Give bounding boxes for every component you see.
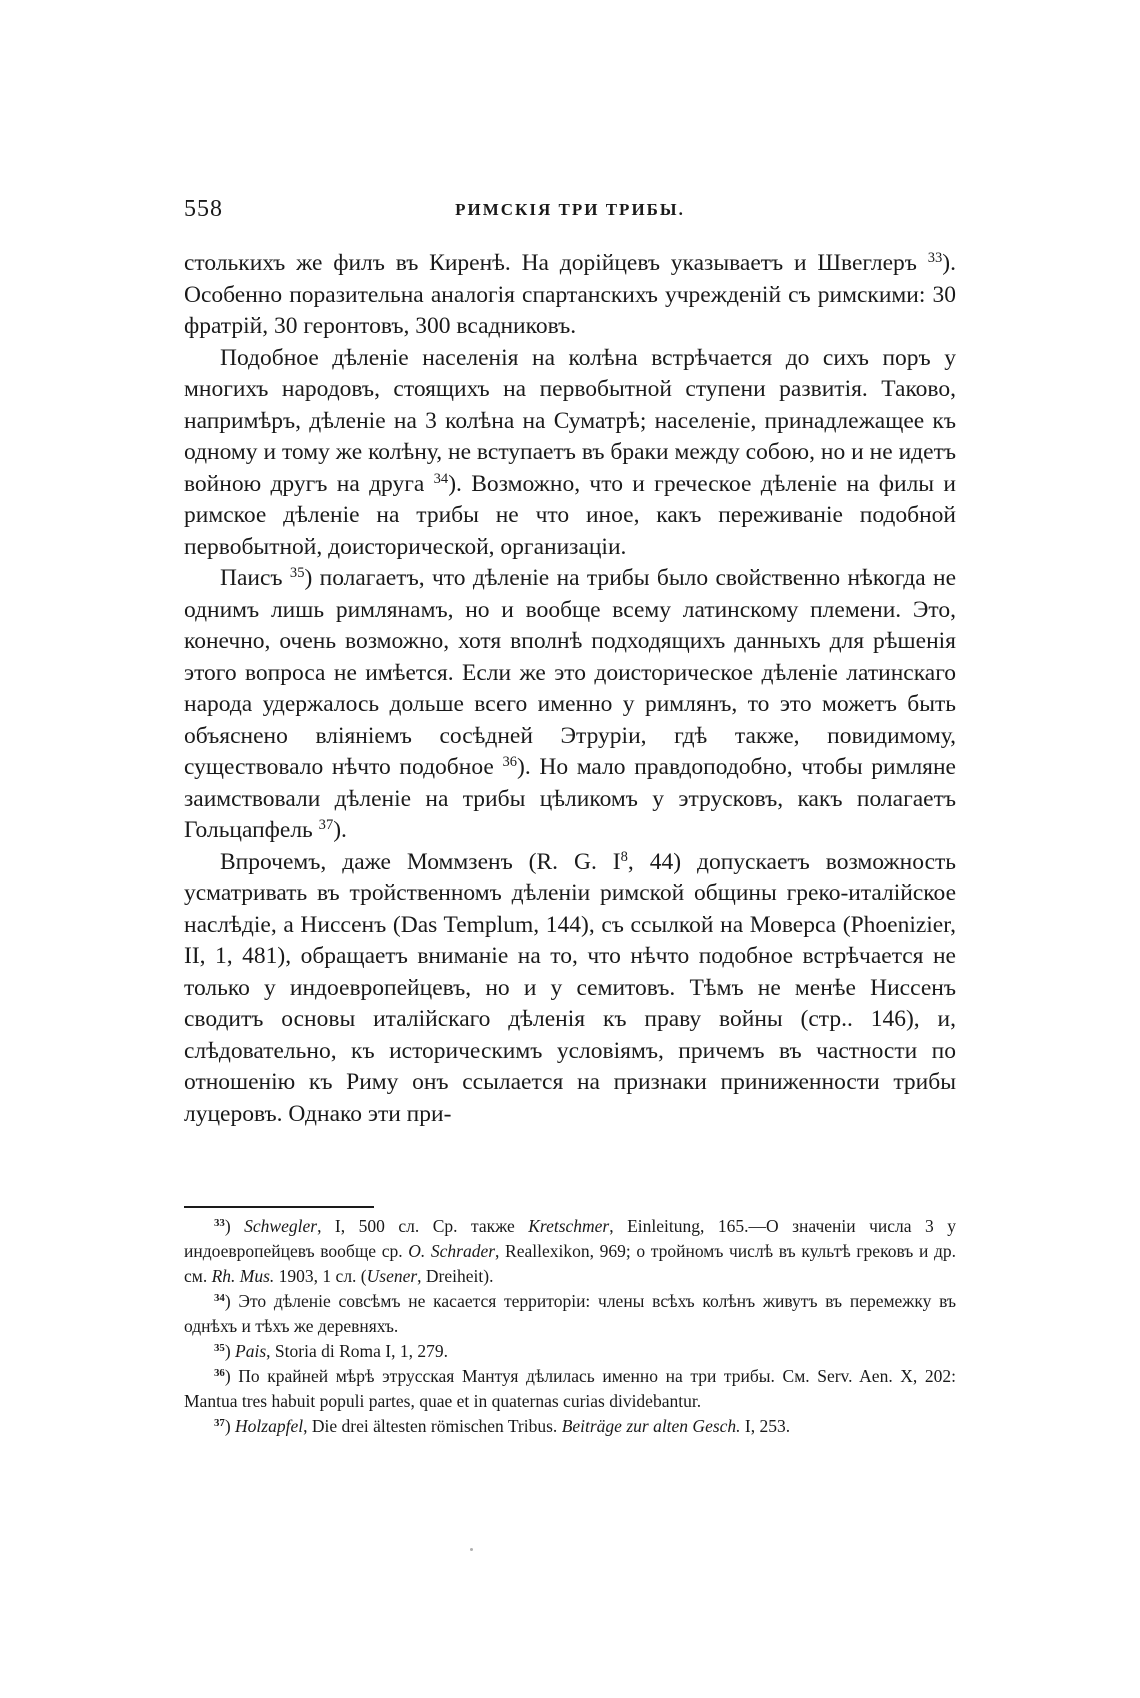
scan-speck (470, 1548, 473, 1551)
text-segment: столькихъ же филъ въ Киренѣ. На дорійцевъ указываетъ и Швеглеръ (184, 250, 928, 276)
footnote-number: 33 (214, 1217, 225, 1230)
footnote-ref-35: 35 (289, 565, 305, 581)
page-header (184, 196, 956, 230)
footnote-divider (184, 1206, 374, 1208)
text-segment: , Dreiheit). (417, 1266, 494, 1286)
text-segment: I, 253. (740, 1416, 791, 1436)
text-segment: , Einleitung, 165.—О значеніи числа 3 у индоевропейцевъ вообще ср. (184, 1216, 957, 1261)
footnote-ref-37: 37 (318, 817, 334, 833)
text-segment: Это дѣленіе совсѣмъ не касается территоріи: члены всѣхъ колѣнъ живутъ въ перемежку въ однѣхъ и тѣхъ же деревняхъ. (184, 1291, 956, 1336)
text-segment: ). Особенно поразительна аналогія спартанскихъ учрежденій съ римскими: 30 фратрій, 30 геронтовъ, 300 всадниковъ. (184, 250, 956, 339)
text-segment: ). (333, 817, 347, 843)
journal-title: Beiträge zur alten Gesch. (561, 1416, 741, 1436)
author-name: Pais (235, 1341, 267, 1361)
footnote-ref-34: 34 (433, 470, 449, 487)
text-segment: Паисъ (220, 565, 290, 591)
footnote-ref-36: 36 (502, 754, 517, 770)
footnote-36: $^{36}$) По крайней мѣрѣ этрусская Мантуя дѣлилась именно на три трибы. См. Serv. Aen. X, 202: Mantua tres habuit populi partes, quae et in quaternas curias dividebantur. (184, 1366, 956, 1411)
page-number: 558 (184, 196, 223, 222)
author-name: O. Schrader (408, 1241, 496, 1261)
text-segment: ) полагаетъ, что дѣленіе на трибы было свойственно нѣкогда не однимъ лишь римлянамъ, но и вообще всему латинскому племени. Это, конечно, очень возможно, хотя вполнѣ подходящихъ данныхъ для рѣшенія этого вопроса не имѣется. Если же это доисторическое дѣленіе латинскаго народа удержалось дольше всего именно у римлянъ, то это можетъ быть объяснено вліяніемъ сосѣдней Этруріи, гдѣ также, повидимому, существовало нѣчто подобное (184, 565, 956, 780)
text-segment: ). Возможно, что и греческое дѣленіе на филы и римское дѣленіе на трибы не что иное, какъ переживаніе подобной первобытной, доисторической, организаціи. (184, 470, 957, 560)
running-title: РИМСКІЯ ТРИ ТРИБЫ. (455, 200, 685, 219)
footnote-number: 36 (214, 1367, 225, 1380)
author-name: Schwegler (244, 1216, 318, 1236)
paragraph-3 (184, 563, 956, 847)
author-name: Kretschmer (528, 1216, 610, 1236)
footnote-37: $^{37}$) Holzapfel, Die drei ältesten römischen Tribus. Beiträge zur alten Gesch. I, 253. (214, 1416, 791, 1436)
text-segment: Впрочемъ, даже Моммзенъ (R. G. I (220, 848, 621, 875)
text-segment: По крайней мѣрѣ этрусская Мантуя дѣлилась именно на три трибы. См. Serv. Aen. X, 202: Mantua tres habuit populi partes, quae et in quaternas curias dividebantur. (184, 1366, 956, 1411)
edition-superscript: 8 (620, 848, 628, 865)
footnote-ref-33: 33 (927, 250, 943, 266)
text-segment: , Reallexikon, 969; о тройномъ числѣ въ культѣ грековъ и др. см. (184, 1241, 956, 1286)
footnote-33: $^{33}$) Schwegler, I, 500 сл. Ср. также Kretschmer, Einleitung, 165.—О значеніи числа 3 у индоевропейцевъ вообще ср. O. Schrader, Reallexikon, 969; о тройномъ числѣ въ культѣ грековъ и др. см. Rh. Mus. 1903, 1 сл. (Usener, Dreiheit). (184, 1216, 957, 1286)
text-segment: ). Но мало правдоподобно, чтобы римляне заимствовали дѣленіе на трибы цѣликомъ у этрусковъ, какъ полагаетъ Гольцапфель (184, 754, 956, 843)
footnote-number: 34 (214, 1292, 225, 1305)
author-name: Holzapfel (235, 1416, 304, 1436)
footnote-number: 35 (214, 1342, 225, 1355)
footnotes (184, 1214, 956, 1439)
paragraph-1 (184, 248, 956, 343)
text-segment: , Die drei ältesten römischen Tribus. (303, 1416, 562, 1436)
author-name: Usener (366, 1266, 418, 1286)
footnote-number: 37 (214, 1417, 225, 1430)
journal-title: Rh. Mus. (211, 1266, 275, 1286)
text-segment: , 44) допускаетъ возможность усматривать въ тройственномъ дѣленіи римской общины греко-италійское наслѣдіе, а Ниссенъ (Das Templum, 144), съ ссылкой на Моверса (Phoenizier, II, 1, 481), обращаетъ вниманіе на то, что нѣчто подобное встрѣчается не только у индоевропейцевъ, но и у семитовъ. Тѣмъ не менѣе Ниссенъ сводитъ основы италійскаго дѣленія къ праву войны (стр.. 146), и, слѣдовательно, къ историческимъ условіямъ, причемъ въ частности по отношенію къ Риму онъ ссылается на признаки приниженности трибы луцеровъ. Однако эти при- (184, 848, 956, 1127)
text-segment: , I, 500 сл. Ср. также (317, 1216, 529, 1236)
text-segment: , Storia di Roma I, 1, 279. (266, 1341, 448, 1361)
text-segment: Подобное дѣленіе населенія на колѣна встрѣчается до сихъ поръ у многихъ народовъ, стоящихъ на первобытной ступени развитія. Таково, напримѣръ, дѣленіе на 3 колѣна на Суматрѣ; населеніе, принадлежащее къ одному и тому же колѣну, не вступаетъ въ браки между собою, но и не идетъ войною другъ на друга (184, 344, 956, 497)
body-text (184, 248, 956, 1130)
footnote-35: $^{35}$) Pais, Storia di Roma I, 1, 279. (214, 1341, 448, 1361)
footnote-34: $^{34}$) Это дѣленіе совсѣмъ не касается территоріи: члены всѣхъ колѣнъ живутъ въ перемежку въ однѣхъ и тѣхъ же деревняхъ. (184, 1291, 956, 1336)
paragraph-2 (184, 343, 956, 564)
text-segment: 1903, 1 сл. ( (274, 1266, 367, 1286)
paragraph-4 (184, 847, 956, 1131)
